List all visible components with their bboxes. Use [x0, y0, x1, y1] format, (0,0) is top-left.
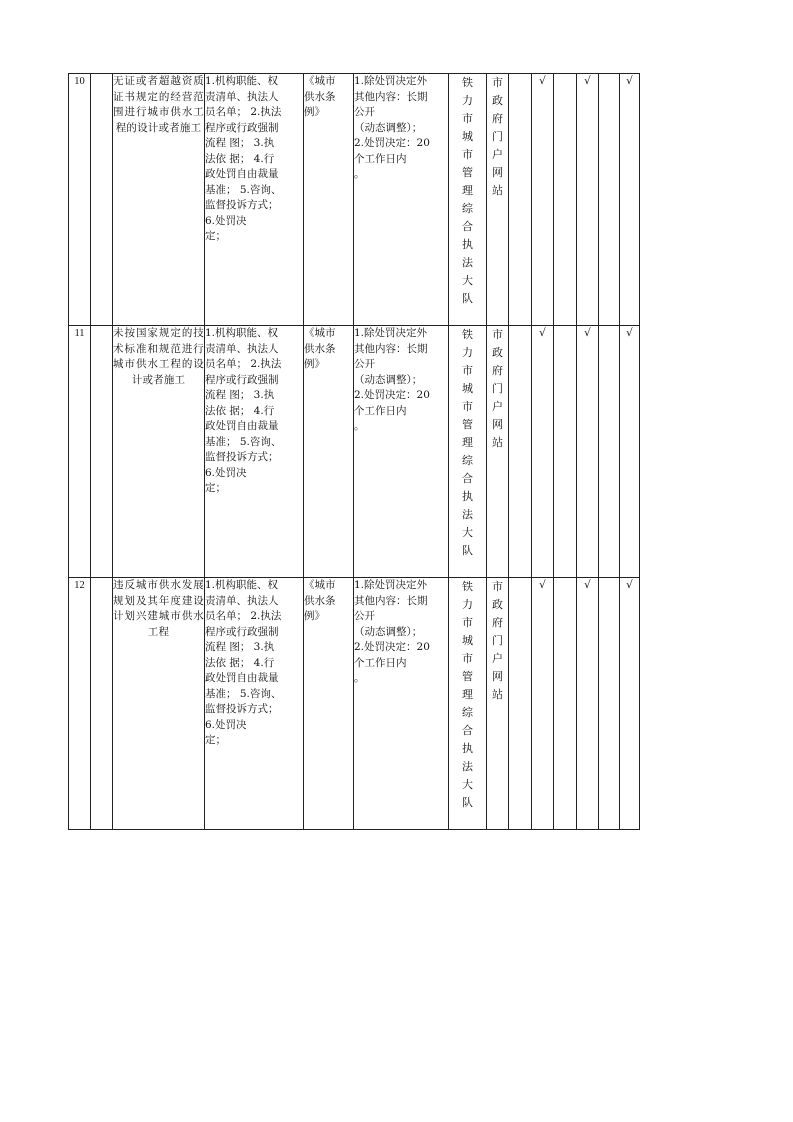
disclosure-period-cell — [354, 578, 449, 830]
check-mark-cell: √ — [577, 74, 599, 326]
disclosure-channel-text: 市政府门户网站 — [492, 580, 503, 701]
check-mark-cell — [509, 74, 532, 326]
disclosure-period-text: 1.除处罚决定外 其他内容：长期 公开 （动态调整）； 2.处罚决定：20 个工作日内 。 — [354, 75, 430, 180]
check-mark-cell: √ — [577, 326, 599, 578]
check-mark-cell — [599, 74, 620, 326]
disclosure-period-text: 1.除处罚决定外 其他内容：长期 公开 （动态调整）； 2.处罚决定：20 个工作日内 。 — [354, 327, 430, 432]
check-mark-cell: √ — [620, 578, 640, 830]
check-mark-cell: √ — [532, 326, 554, 578]
check-mark-cell: √ — [620, 74, 640, 326]
spacer-cell — [91, 578, 113, 830]
responsible-body-cell — [449, 578, 487, 830]
disclosure-period-cell — [354, 326, 449, 578]
disclosure-content-text: 1.机构职能、权 责清单、执法人 员名单； 2.执法 程序或行政强制 流程 图； 3.执 法依 据； 4.行 政处罚自由裁量 基准； 5.咨询、 监督投诉方式； 6.处罚决 定； — [205, 75, 282, 242]
item-name-cell: 未按国家规定的技术标准和规范进行城市供水工程的设计或者施工 — [113, 326, 205, 578]
spacer-cell — [91, 74, 113, 326]
disclosure-content-cell — [205, 74, 304, 326]
legal-basis-cell — [304, 74, 354, 326]
table-body — [69, 74, 640, 830]
spacer-cell — [91, 326, 113, 578]
disclosure-content-cell — [205, 578, 304, 830]
disclosure-content-text: 1.机构职能、权 责清单、执法人 员名单； 2.执法 程序或行政强制 流程 图； 3.执 法依 据； 4.行 政处罚自由裁量 基准； 5.咨询、 监督投诉方式； 6.处罚决 定； — [205, 327, 282, 494]
table-row — [69, 578, 640, 830]
check-mark-cell — [509, 578, 532, 830]
check-mark-cell — [599, 326, 620, 578]
item-name-cell: 违反城市供水发展规划及其年度建设计划兴建城市供水工程 — [113, 578, 205, 830]
responsible-body-text: 铁力市城市管理综合执法大队 — [462, 76, 473, 305]
disclosure-period-cell — [354, 74, 449, 326]
disclosure-channel-text: 市政府门户网站 — [492, 76, 503, 197]
check-mark-cell — [554, 326, 577, 578]
table-row — [69, 74, 640, 326]
check-mark-cell: √ — [532, 578, 554, 830]
disclosure-channel-cell — [487, 326, 509, 578]
check-mark-cell — [554, 74, 577, 326]
check-mark-cell — [509, 326, 532, 578]
disclosure-channel-cell — [487, 578, 509, 830]
responsible-body-text: 铁力市城市管理综合执法大队 — [462, 580, 473, 809]
disclosure-channel-text: 市政府门户网站 — [492, 328, 503, 449]
legal-basis-cell — [304, 326, 354, 578]
table-row — [69, 326, 640, 578]
item-name-cell: 无证或者超越资质证书规定的经营范围进行城市供水工程的设计或者施工 — [113, 74, 205, 326]
row-number: 11 — [69, 326, 91, 578]
responsible-body-text: 铁力市城市管理综合执法大队 — [462, 328, 473, 557]
disclosure-table — [68, 73, 640, 830]
disclosure-period-text: 1.除处罚决定外 其他内容：长期 公开 （动态调整）； 2.处罚决定：20 个工作日内 。 — [354, 579, 430, 684]
legal-basis-text: 《城市 供水条 例》 — [304, 75, 336, 118]
check-mark-cell: √ — [532, 74, 554, 326]
responsible-body-cell — [449, 326, 487, 578]
disclosure-content-cell — [205, 326, 304, 578]
check-mark-cell — [554, 578, 577, 830]
row-number: 12 — [69, 578, 91, 830]
check-mark-cell — [599, 578, 620, 830]
disclosure-content-text: 1.机构职能、权 责清单、执法人 员名单； 2.执法 程序或行政强制 流程 图； 3.执 法依 据； 4.行 政处罚自由裁量 基准； 5.咨询、 监督投诉方式； 6.处罚决 定； — [205, 579, 282, 746]
legal-basis-cell — [304, 578, 354, 830]
check-mark-cell: √ — [620, 326, 640, 578]
disclosure-channel-cell — [487, 74, 509, 326]
responsible-body-cell — [449, 74, 487, 326]
legal-basis-text: 《城市 供水条 例》 — [304, 327, 336, 370]
row-number: 10 — [69, 74, 91, 326]
legal-basis-text: 《城市 供水条 例》 — [304, 579, 336, 622]
check-mark-cell: √ — [577, 578, 599, 830]
